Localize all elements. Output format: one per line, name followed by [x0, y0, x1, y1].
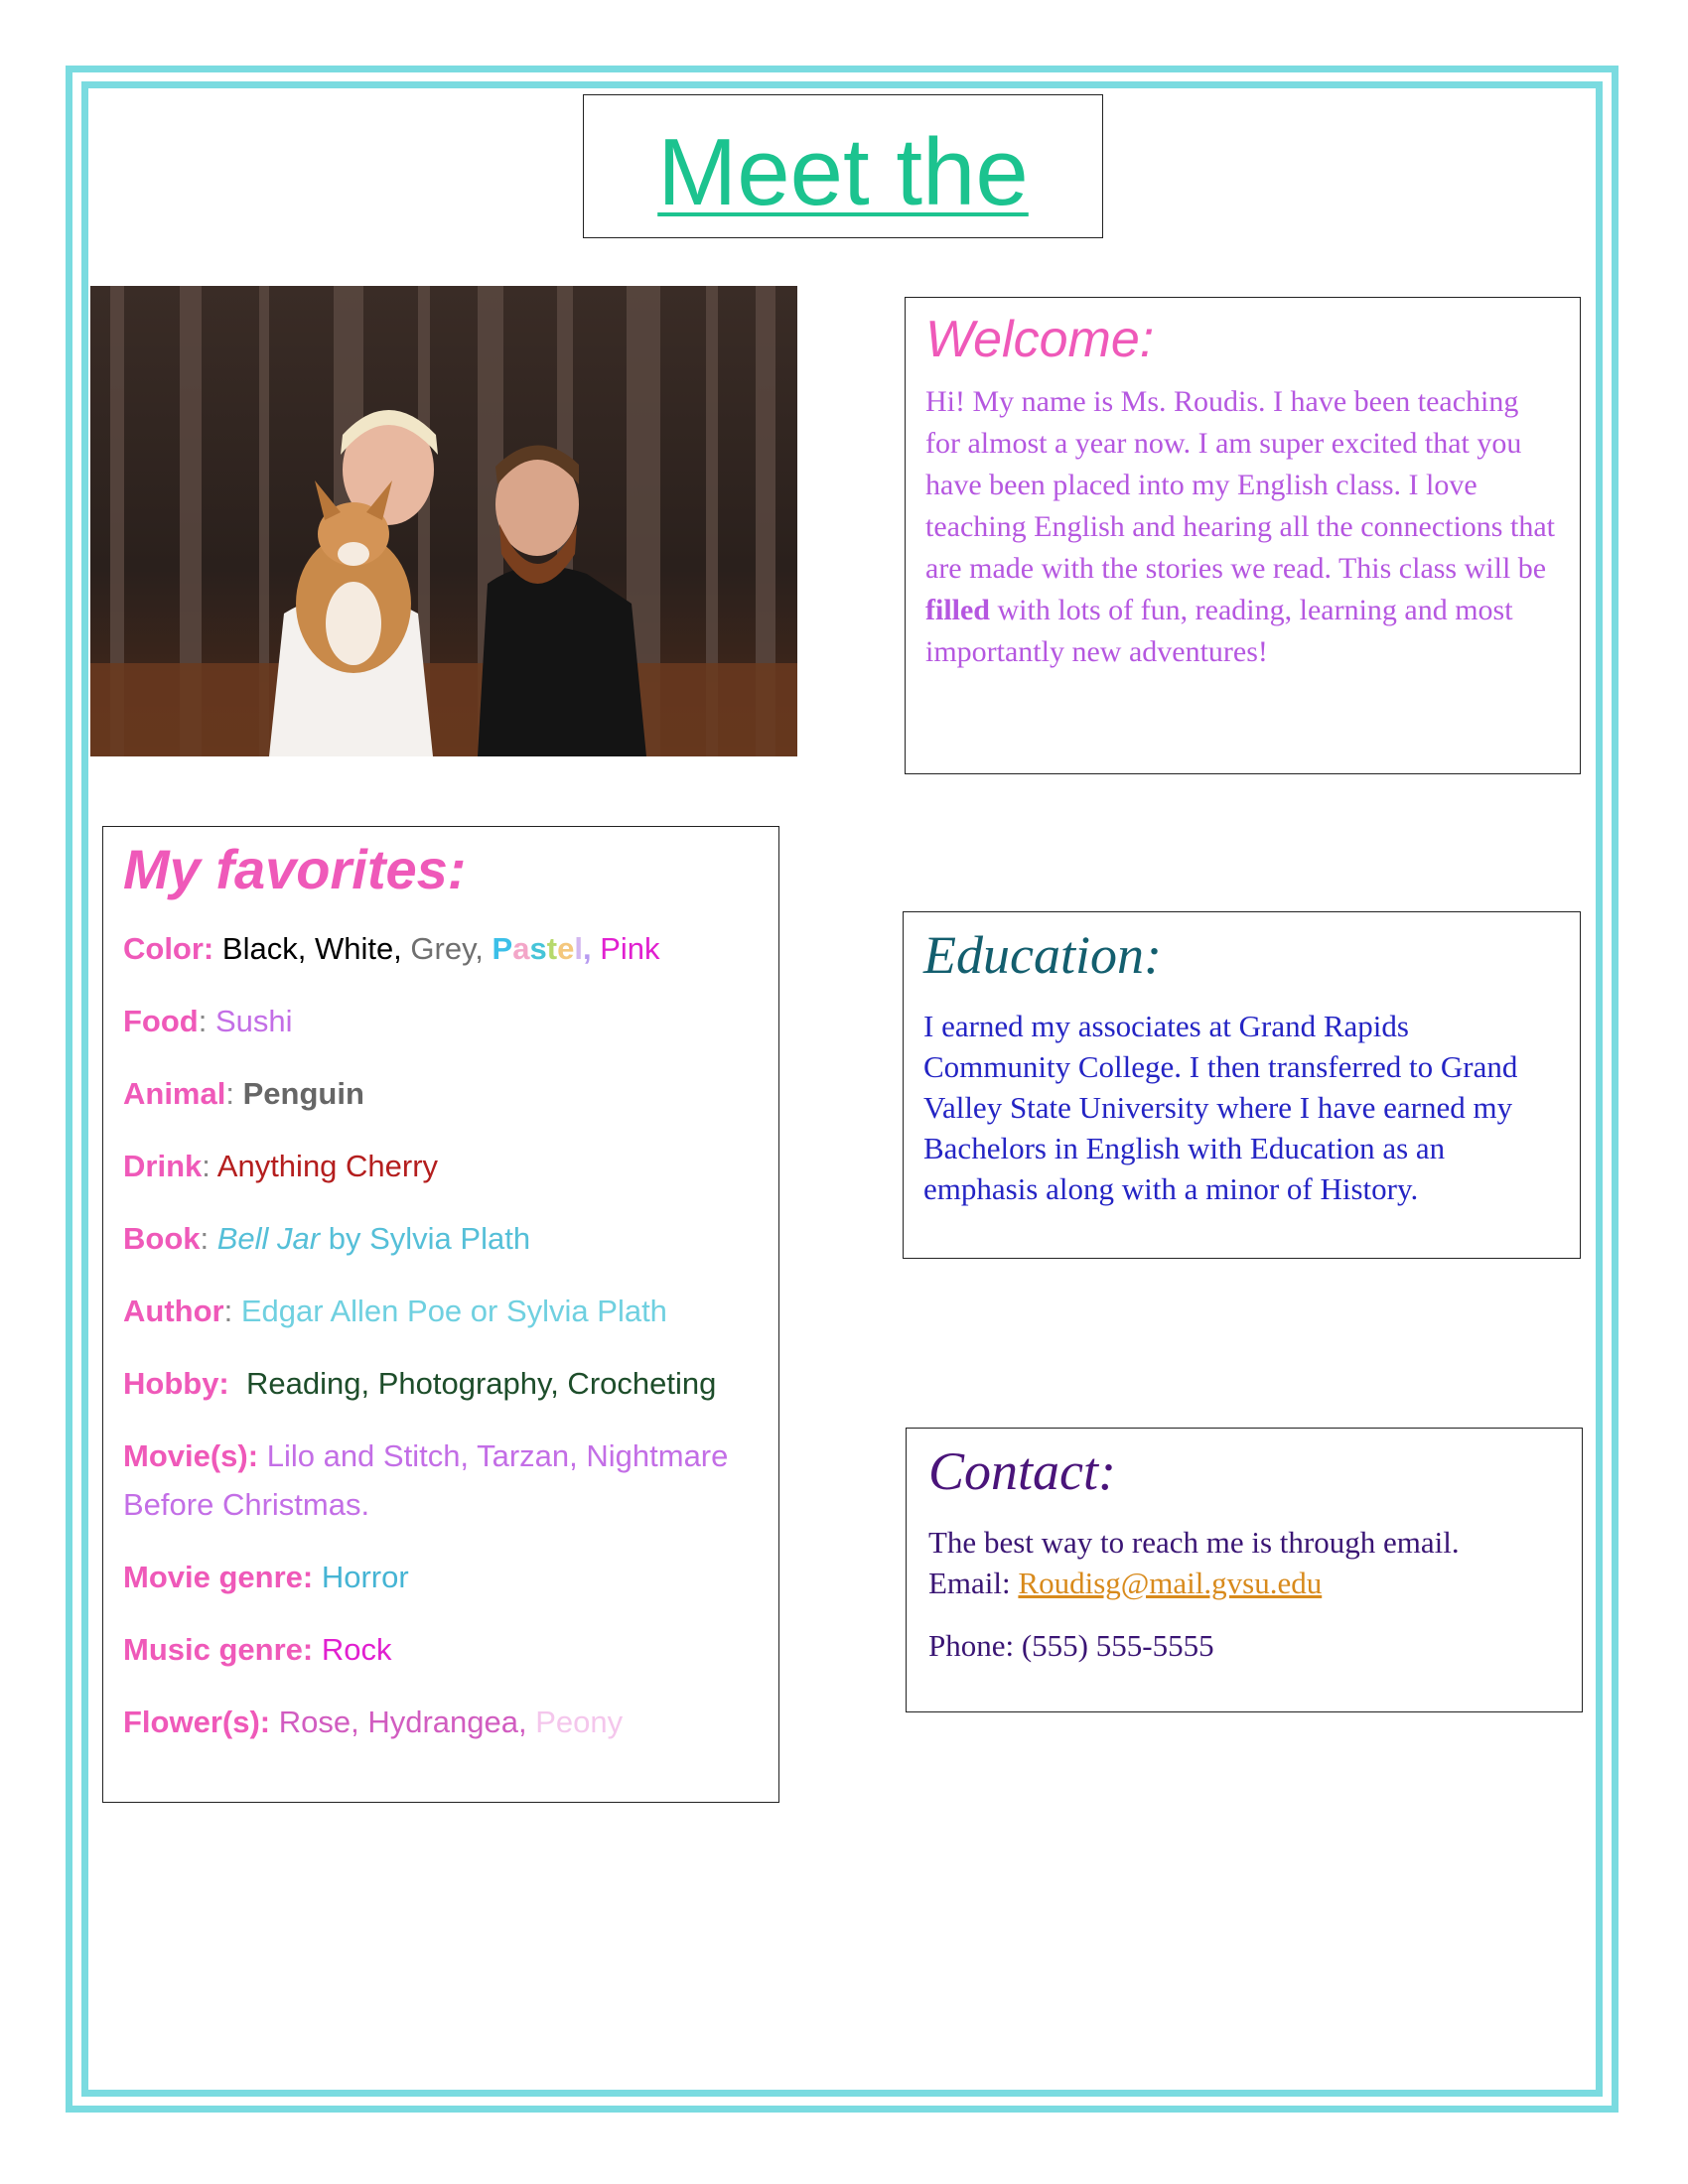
hobby-label: Hobby:	[123, 1366, 229, 1401]
hobby-value: Reading, Photography, Crocheting	[246, 1366, 717, 1401]
welcome-period: .	[1324, 552, 1332, 585]
movies-value: Lilo and Stitch, Tarzan, Nightmare Before Christmas.	[123, 1438, 729, 1522]
favorite-book	[123, 1214, 759, 1263]
book-label: Book	[123, 1221, 201, 1256]
email-link[interactable]: Roudisg@mail.gvsu.edu	[1018, 1566, 1323, 1600]
animal-separator: :	[225, 1076, 234, 1111]
book-title: Bell Jar	[216, 1221, 321, 1256]
book-separator: :	[200, 1221, 210, 1256]
page-title: Meet the	[657, 119, 1029, 225]
music-genre-label: Music genre:	[123, 1632, 314, 1667]
color-white: White,	[314, 931, 402, 966]
animal-value: Penguin	[242, 1076, 364, 1111]
color-label: Color:	[123, 931, 214, 966]
favorite-food	[123, 997, 759, 1045]
favorite-flowers	[123, 1698, 759, 1746]
drink-value: Anything Cherry	[216, 1149, 439, 1183]
email-label: Email:	[928, 1566, 1019, 1600]
welcome-text-part-1: Hi! My name is Ms. Roudis. I have been teaching for almost a year now. I am super excited that you have been placed into my English class. I love teaching English and hearing all the connections that are made with the stories we read	[925, 385, 1555, 585]
favorite-animal	[123, 1069, 759, 1118]
welcome-text-part-2: This class will be	[1332, 552, 1547, 585]
animal-label: Animal	[123, 1076, 226, 1111]
welcome-box	[905, 297, 1581, 774]
flowers-value: Rose, Hydrangea,	[278, 1705, 527, 1739]
favorite-color	[123, 924, 759, 973]
contact-phone: Phone: (555) 555-5555	[928, 1628, 1214, 1663]
contact-box	[906, 1428, 1583, 1712]
drink-separator: :	[202, 1149, 211, 1183]
welcome-text-part-3: with lots of fun, reading, learning and most importantly new adventures!	[925, 594, 1513, 668]
favorite-movies	[123, 1432, 759, 1529]
pastel-letter: ,	[582, 931, 592, 966]
book-author: by Sylvia Plath	[328, 1221, 531, 1256]
favorite-music-genre	[123, 1625, 759, 1674]
color-pink: Pink	[600, 931, 660, 966]
welcome-text	[925, 381, 1560, 673]
author-label: Author	[123, 1294, 224, 1328]
favorite-drink	[123, 1142, 759, 1190]
flowers-label: Flower(s):	[123, 1705, 271, 1739]
food-label: Food	[123, 1004, 199, 1038]
movie-genre-value: Horror	[321, 1560, 409, 1594]
pastel-letter: l	[574, 931, 583, 966]
color-pastel	[492, 931, 592, 966]
pastel-letter: P	[492, 931, 513, 966]
author-separator: :	[223, 1294, 233, 1328]
pastel-letter: a	[512, 931, 530, 966]
favorite-movie-genre	[123, 1553, 759, 1601]
teacher-photo	[90, 286, 797, 756]
title-box	[583, 94, 1103, 238]
pastel-letter: t	[546, 931, 558, 966]
education-box	[903, 911, 1581, 1259]
color-grey: Grey,	[410, 931, 484, 966]
flowers-peony: Peony	[535, 1705, 624, 1739]
pastel-letter: s	[529, 931, 547, 966]
color-black: Black,	[221, 931, 307, 966]
food-value: Sushi	[215, 1004, 293, 1038]
contact-intro: The best way to reach me is through email.	[928, 1525, 1460, 1560]
music-genre-value: Rock	[321, 1632, 392, 1667]
welcome-heading: Welcome:	[925, 311, 1155, 368]
favorite-hobby	[123, 1359, 759, 1408]
education-text: I earned my associates at Grand Rapids Community College. I then transferred to Grand Valley State University where I have earned my Bachelors in English with Education as an emphasis along with a minor of History.	[923, 1009, 1518, 1206]
drink-label: Drink	[123, 1149, 203, 1183]
welcome-bold-word: filled	[925, 594, 990, 626]
favorites-heading: My favorites:	[123, 838, 467, 900]
food-separator: :	[198, 1004, 208, 1038]
movie-genre-label: Movie genre:	[123, 1560, 314, 1594]
education-heading: Education:	[923, 925, 1162, 985]
pastel-letter: e	[557, 931, 575, 966]
favorites-box	[102, 826, 779, 1803]
author-value: Edgar Allen Poe or Sylvia Plath	[240, 1294, 667, 1328]
contact-heading: Contact:	[928, 1441, 1116, 1501]
favorite-author	[123, 1287, 759, 1335]
contact-email-line	[928, 1563, 1560, 1603]
movies-label: Movie(s):	[123, 1438, 259, 1473]
